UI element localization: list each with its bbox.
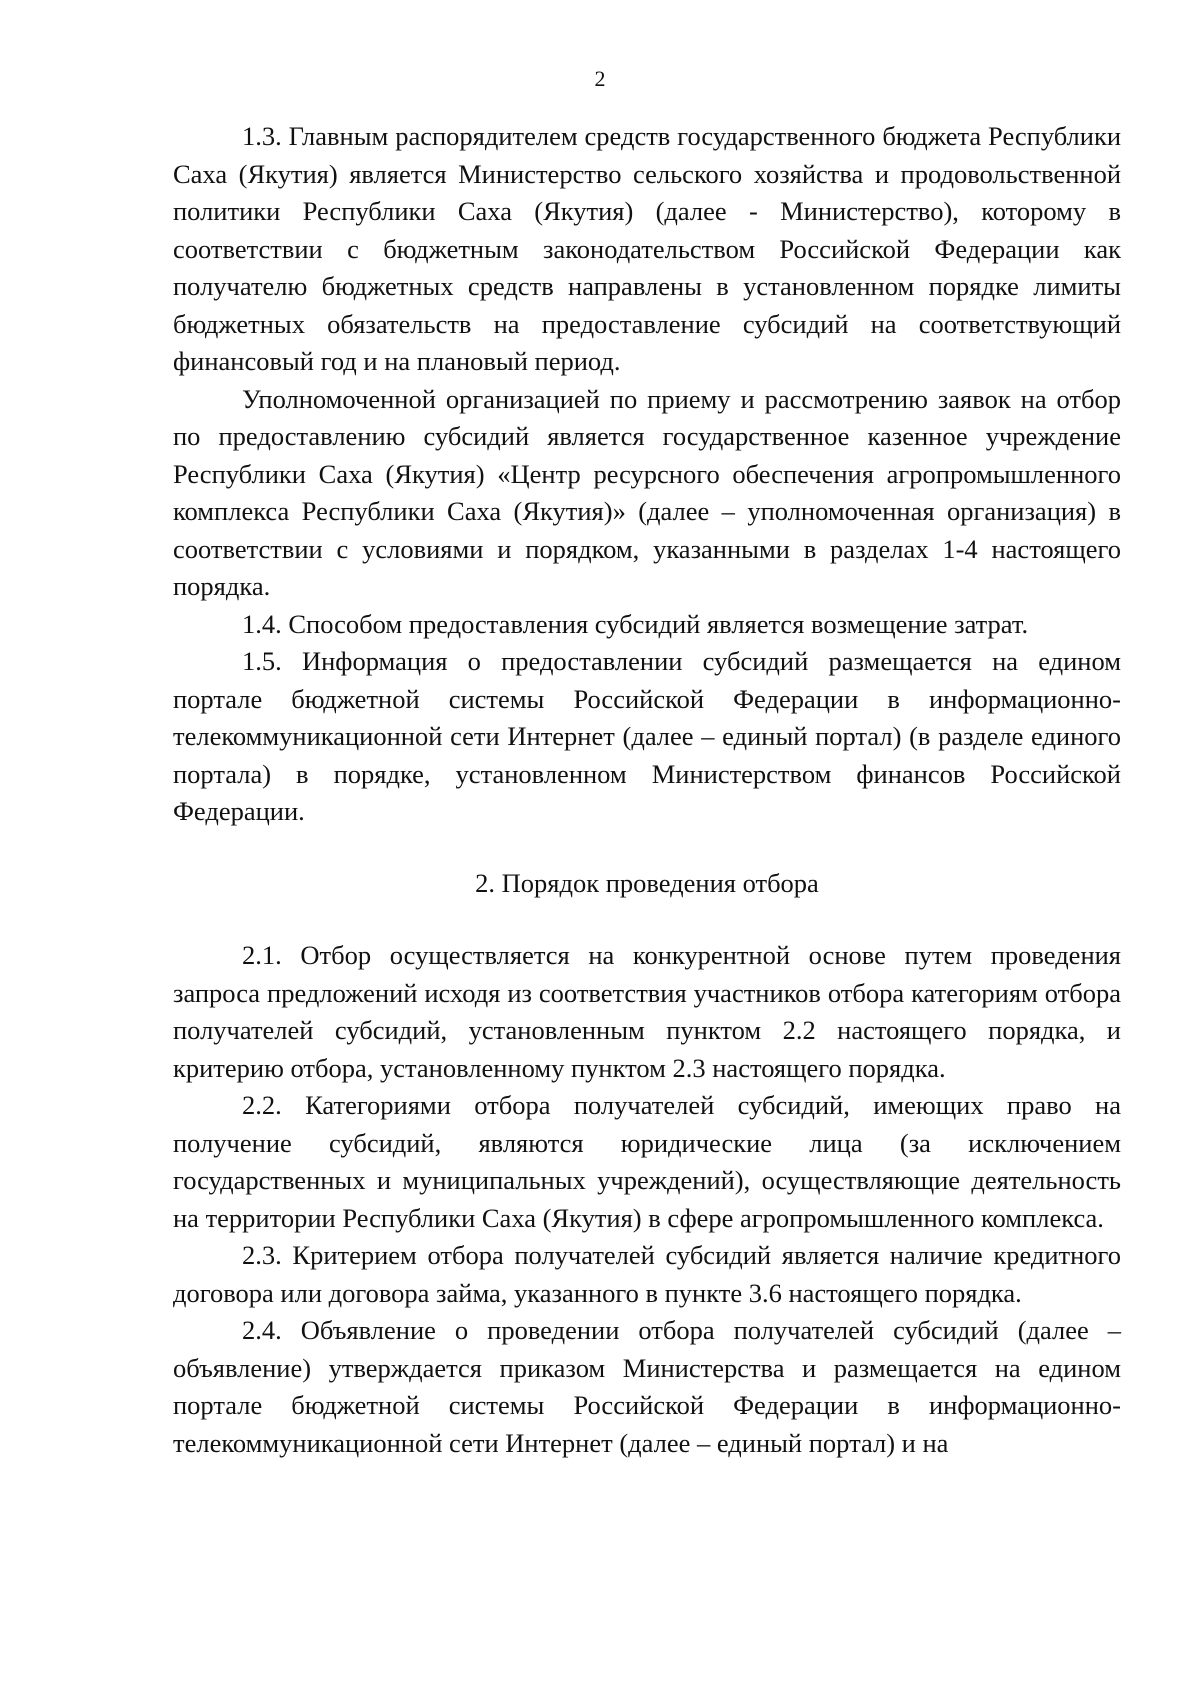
paragraph-2-1: 2.1. Отбор осуществляется на конкурентной основе путем проведения запроса предложений исходя из соответствия участников отбора категориям отбора получателей субсидий, установленным пунктом 2.2 настоящего порядка, и критерию отбора, установленному пунктом 2.3 настоящего порядка. — [173, 940, 1121, 1083]
paragraph-2-3: 2.3. Критерием отбора получателей субсидий является наличие кредитного договора или договора займа, указанного в пункте 3.6 настоящего порядка. — [173, 1240, 1121, 1308]
document-body — [173, 118, 1121, 1462]
paragraph-2-4: 2.4. Объявление о проведении отбора получателей субсидий (далее – объявление) утверждается приказом Министерства и размещается на едином портале бюджетной системы Российской Федерации в информационно-телекоммуникационной сети Интернет (далее – единый портал) и на — [173, 1315, 1121, 1458]
page-number: 2 — [594, 66, 606, 91]
paragraph-1-3: 1.3. Главным распорядителем средств государственного бюджета Республики Саха (Якутия) является Министерство сельского хозяйства и продовольственной политики Республики Саха (Якутия) (далее - Министерство), которому в соответствии с бюджетным законодательством Российской Федерации как получателю бюджетных средств направлены в установленном порядке лимиты бюджетных обязательств на предоставление субсидий на соответствующий финансовый год и на плановый период. — [173, 121, 1121, 376]
paragraph-1-5: 1.5. Информация о предоставлении субсидий размещается на едином портале бюджетной системы Российской Федерации в информационно-телекоммуникационной сети Интернет (далее – единый портал) (в разделе единого портала) в порядке, установленном Министерством финансов Российской Федерации. — [173, 646, 1121, 826]
paragraph-1-4: 1.4. Способом предоставления субсидий является возмещение затрат. — [242, 608, 1029, 639]
section-heading: 2. Порядок проведения отбора — [475, 867, 819, 898]
paragraph-2-2: 2.2. Категориями отбора получателей субсидий, имеющих право на получение субсидий, являются юридические лица (за исключением государственных и муниципальных учреждений), осуществляющие деятельность на территории Республики Саха (Якутия) в сфере агропромышленного комплекса. — [173, 1090, 1121, 1233]
paragraph-authorized-organization: Уполномоченной организацией по приему и рассмотрению заявок на отбор по предоставлению субсидий является государственное казенное учреждение Республики Саха (Якутия) «Центр ресурсного обеспечения агропромышленного комплекса Республики Саха (Якутия)» (далее – уполномоченная организация) в соответствии с условиями и порядком, указанными в разделах 1-4 настоящего порядка. — [173, 383, 1121, 601]
